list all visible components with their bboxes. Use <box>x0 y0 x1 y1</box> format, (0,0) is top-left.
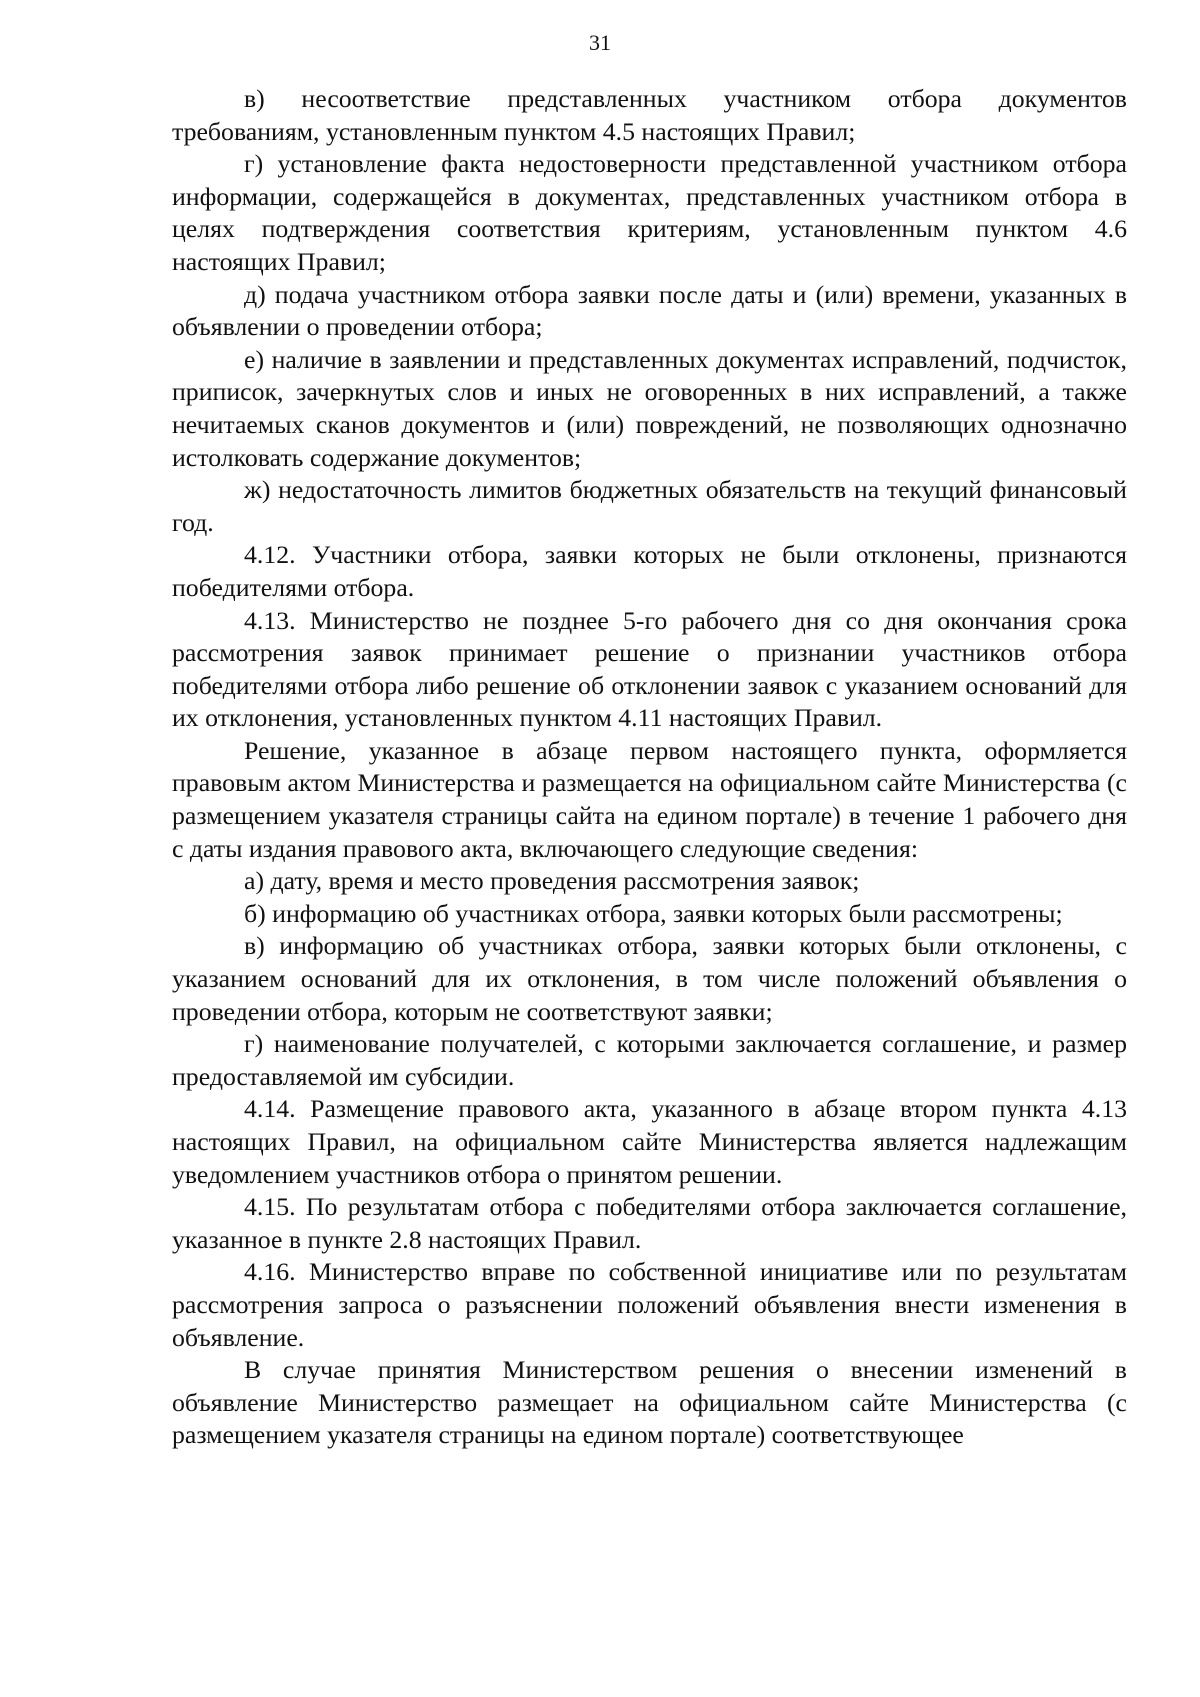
paragraph-item-g: г) наименование получателей, с которыми заключается соглашение, и размер предоставляемой им субсидии. <box>172 1029 1127 1091</box>
paragraph-item-a: а) дату, время и место проведения рассмотрения заявок; <box>244 866 860 896</box>
paragraph-4-13: 4.13. Министерство не позднее 5-го рабочего дня со дня окончания срока рассмотрения заявок принимает решение о признании участников отбора победителями отбора либо решение об отклонении заявок с указанием оснований для их отклонения, установленных пунктом 4.11 настоящих Правил. <box>172 605 1127 733</box>
paragraph-item-b: б) информацию об участниках отбора, заявки которых были рассмотрены; <box>244 898 1063 928</box>
paragraph-4-12: 4.12. Участники отбора, заявки которых не были отклонены, признаются победителями отбора. <box>172 540 1127 602</box>
paragraph-item-v: в) информацию об участниках отбора, заявки которых были отклонены, с указанием оснований для их отклонения, в том числе положений объявления о проведении отбора, которым не соответствуют заявки; <box>172 931 1127 1026</box>
paragraph-clause-g: г) установление факта недостоверности представленной участником отбора информации, содержащейся в документах, представленных участником отбора в целях подтверждения соответствия критериям, установленным пунктом 4.6 настоящих Правил; <box>172 149 1127 276</box>
paragraph-clause-d: д) подача участником отбора заявки после даты и (или) времени, указанных в объявлении о проведении отбора; <box>172 279 1127 342</box>
paragraph-decision: Решение, указанное в абзаце первом настоящего пункта, оформляется правовым актом Министерства и размещается на официальном сайте Министерства (с размещением указателя страницы сайта на едином портале) в течение 1 рабочего дня с даты издания правового акта, включающего следующие сведения: <box>172 735 1127 863</box>
paragraph-4-16: 4.16. Министерство вправе по собственной инициативе или по результатам рассмотрения запроса о разъяснении положений объявления внести изменения в объявление. <box>172 1257 1127 1352</box>
paragraph-changes: В случае принятия Министерством решения о внесении изменений в объявление Министерство размещает на официальном сайте Министерства (с размещением указателя страницы на едином портале) соответствующее <box>172 1355 1127 1450</box>
document-body <box>172 83 1127 1452</box>
page-number: 31 <box>589 30 611 55</box>
paragraph-4-14: 4.14. Размещение правового акта, указанного в абзаце втором пункта 4.13 настоящих Правил, на официальном сайте Министерства является надлежащим уведомлением участников отбора о принятом решении. <box>172 1094 1127 1189</box>
paragraph-clause-e: е) наличие в заявлении и представленных документах исправлений, подчисток, приписок, зачеркнутых слов и иных не оговоренных в них исправлений, а также нечитаемых сканов документов и (или) повреждений, не позволяющих однозначно истолковать содержание документов; <box>172 344 1127 472</box>
paragraph-clause-v: в) несоответствие представленных участником отбора документов требованиям, установленным пунктом 4.5 настоящих Правил; <box>172 84 1127 146</box>
paragraph-4-15: 4.15. По результатам отбора с победителями отбора заключается соглашение, указанное в пункте 2.8 настоящих Правил. <box>172 1192 1127 1254</box>
paragraph-clause-zh: ж) недостаточность лимитов бюджетных обязательств на текущий финансовый год. <box>172 475 1127 537</box>
